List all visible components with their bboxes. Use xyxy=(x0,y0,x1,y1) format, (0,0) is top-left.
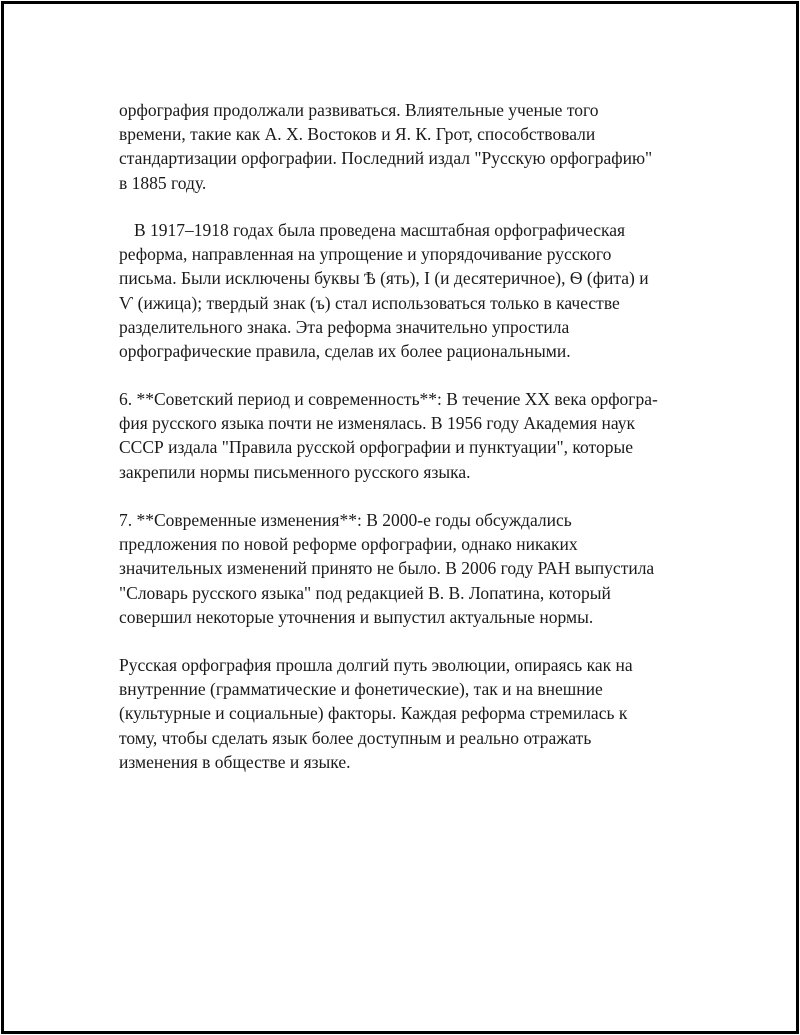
text-line: совершил некоторые уточнения и выпустил актуальные нормы. xyxy=(119,606,594,627)
text-line: Русская орфография прошла долгий путь эволюции, опираясь как на xyxy=(119,655,633,675)
text-line: В 1917–1918 годах была проведена масштабная орфографическая xyxy=(134,220,626,240)
text-line: закрепили нормы письменного русского языка. xyxy=(119,461,471,482)
text-line: разделительного знака. Эта реформа значительно упростила xyxy=(119,316,570,337)
paragraph-conclusion xyxy=(119,653,633,774)
text-line: времени, такие как А. Х. Востоков и Я. К. Грот, способствовали xyxy=(119,124,596,145)
text-line: "Словарь русского языка" под редакцией В. В. Лопатина, который xyxy=(119,582,611,603)
text-line: значительных изменений принято не было. В 2006 году РАН выпустила xyxy=(119,558,655,579)
paragraph-orthography-development xyxy=(119,98,652,195)
text-line: внутренние (грамматические и фонетические), так и на внешние xyxy=(119,679,603,700)
text-line: тому, чтобы сделать язык более доступным и реально отражать xyxy=(119,727,592,748)
text-line: 7. **Современные изменения**: В 2000-е годы обсуждались xyxy=(119,510,572,530)
text-line: фия русского языка почти не изменялась. В 1956 году Академия наук xyxy=(119,413,636,434)
paragraph-soviet-period xyxy=(119,387,658,484)
text-line: Ѵ (ижица); твердый знак (ъ) стал использоваться только в качестве xyxy=(119,292,620,313)
text-line: изменения в обществе и языке. xyxy=(119,751,351,772)
text-line: орфографические правила, сделав их более рациональными. xyxy=(119,341,571,362)
text-line: стандартизации орфографии. Последний издал "Русскую орфографию" xyxy=(119,148,653,169)
text-line: СССР издала "Правила русской орфографии и пунктуации", которые xyxy=(119,437,633,458)
text-line: реформа, направленная на упрощение и упорядочивание русского xyxy=(119,244,612,265)
text-line: орфография продолжали развиваться. Влиятельные ученые того xyxy=(119,100,599,120)
text-line: предложения по новой реформе орфографии, однако никаких xyxy=(119,534,578,555)
text-line: (культурные и социальные) факторы. Каждая реформа стремилась к xyxy=(119,703,628,724)
text-line: письма. Были исключены буквы Ѣ (ять), І (и десятеричное), Ѳ (фита) и xyxy=(119,268,649,289)
paragraph-1917-reform xyxy=(119,218,649,363)
document-page xyxy=(1,1,799,1034)
text-line: в 1885 году. xyxy=(119,172,207,193)
paragraph-modern-changes xyxy=(119,508,654,629)
text-line: 6. **Советский период и современность**: В течение XX века орфогра- xyxy=(119,389,658,409)
